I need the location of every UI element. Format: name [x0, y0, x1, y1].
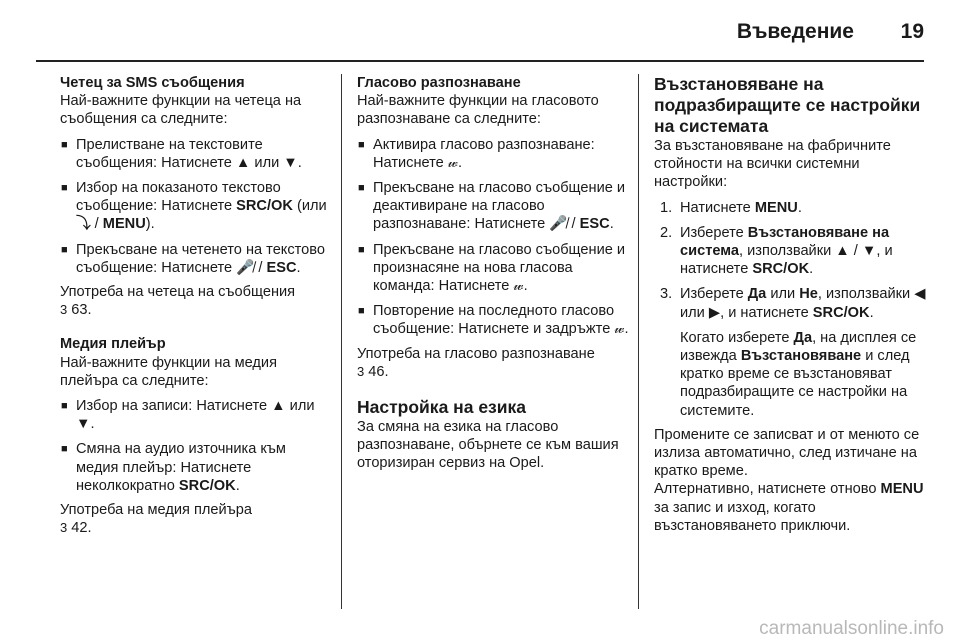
bullet-list: [60, 397, 332, 495]
watermark: carmanualsonline.info: [759, 618, 944, 639]
list-item: ■ Избор на показаното текстово съобщение: Натиснете SRC/OK (или ⤵ / MENU).: [61, 180, 327, 233]
page-title: Въведение: [736, 20, 854, 43]
bullet-icon: ■: [61, 443, 68, 456]
mute-mic-icon: 🎤̸: [236, 259, 255, 276]
return-icon: ⤵: [76, 216, 91, 233]
step-note: Когато изберете Да, на дисплея се извежда Възстановяване и след кратко време се възстановяват подразбиращите се настройки на системите.: [680, 329, 917, 419]
bullet-list: [60, 136, 332, 277]
bullet-icon: ■: [61, 138, 68, 151]
paragraph: Употреба на гласово разпознаване 3 46.: [357, 345, 595, 380]
bullet-icon: ■: [358, 182, 365, 195]
bullet-icon: ■: [61, 400, 68, 413]
list-item: ■ Активира гласово разпознаване: Натиснете 𝓌.: [358, 136, 595, 171]
list-item: ■ Повторение на последното гласово съобщение: Натиснете и задръжте 𝓌.: [358, 303, 629, 338]
bullet-icon: ■: [61, 182, 68, 195]
paragraph: Най-важните функции на четеца на съобщения са следните:: [60, 93, 302, 128]
key-label: Възстановяване на система: [680, 224, 890, 260]
section-heading-language: Настройка на езика: [357, 397, 527, 418]
list-item: ■ Прекъсване на гласово съобщение и деактивиране на гласово разпознаване: Натиснете 🎤̸ / ESC.: [358, 180, 626, 233]
key-label: Възстановяване: [740, 348, 862, 365]
cross-reference: 46.: [364, 363, 389, 380]
key-label: Да: [747, 286, 767, 303]
key-label: ESC: [266, 259, 297, 276]
key-label: ESC: [579, 216, 610, 233]
cross-reference-icon: 3: [60, 520, 68, 536]
paragraph: За възстановяване на фабричните стойности на всички системни настройки:: [654, 138, 891, 191]
bullet-icon: ■: [358, 305, 365, 318]
key-label: SRC/OK: [236, 198, 293, 215]
paragraph: За смяна на езика на гласово разпознаване, обърнете се към вашия оторизиран сервиз на Opel.: [357, 419, 619, 472]
voice-icon: 𝓌: [447, 154, 458, 171]
page-number: 19: [900, 20, 924, 43]
paragraph: Най-важните функции на медия плейъра са следните:: [60, 354, 277, 389]
voice-icon: 𝓌: [614, 321, 625, 338]
bullet-list: [357, 136, 629, 339]
list-item: 1. Натиснете MENU.: [660, 199, 802, 216]
cross-reference: 42.: [67, 520, 92, 537]
column-left: [60, 74, 332, 537]
section-heading-media-player: Медия плейър: [60, 336, 166, 353]
column-divider: [638, 74, 639, 609]
bullet-icon: ■: [61, 243, 68, 256]
cross-reference-icon: 3: [60, 302, 68, 318]
list-item: 3. Изберете Да или Не, използвайки ◀ или ▶, и натиснете SRC/OK. Когато изберете Да, на дисплея се извежда Възстановяване и след кратко време се възстановяват подразбиращите се настройки на системите.: [654, 285, 934, 419]
numbered-list: [654, 199, 934, 420]
paragraph: Употреба на медия плейъра 3 42.: [60, 502, 252, 537]
key-label: SRC/OK: [812, 304, 870, 321]
cross-reference: 63.: [67, 302, 92, 319]
key-label: MENU: [880, 481, 924, 498]
column-divider: [341, 74, 342, 609]
bullet-icon: ■: [358, 243, 365, 256]
column-right: [654, 74, 934, 535]
list-item: ■ Прекъсване на четенето на текстово съобщение: Натиснете 🎤̸ / ESC.: [61, 241, 325, 276]
key-label: Не: [799, 286, 818, 303]
voice-icon: 𝓌: [513, 278, 524, 295]
list-item: ■ Прекъсване на гласово съобщение и произнасяне на нова гласова команда: Натиснете 𝓌.: [358, 241, 626, 295]
key-label: MENU: [754, 199, 798, 216]
paragraph: Употреба на четеца на съобщения 3 63.: [60, 284, 296, 319]
key-label: MENU: [102, 216, 146, 233]
column-middle: [357, 74, 629, 473]
section-heading-voice-recognition: Гласово разпознаване: [357, 75, 521, 91]
header-rule: [36, 60, 924, 62]
list-item: 2. Изберете Възстановяване на система, използвайки ▲ / ▼, и натиснете SRC/OK.: [660, 224, 893, 278]
key-label: SRC/OK: [752, 261, 810, 278]
list-item: ■ Избор на записи: Натиснете ▲ или ▼.: [61, 398, 315, 433]
cross-reference-icon: 3: [357, 363, 365, 379]
page-header: [36, 16, 924, 60]
paragraph: Алтернативно, натиснете отново MENU за запис и изход, когато възстановяването приключи.: [654, 481, 924, 534]
paragraph: Най-важните функции на гласовото разпознаване са следните:: [357, 93, 599, 128]
list-item: ■ Смяна на аудио източника към медия плейър: Натиснете неколкократно SRC/OK.: [61, 441, 286, 494]
section-heading-restore-defaults: Възстановяване на подразбиращите се настройки на системата: [654, 74, 921, 136]
key-label: Да: [793, 329, 813, 346]
key-label: SRC/OK: [178, 477, 236, 494]
mute-mic-icon: 🎤̸: [549, 216, 568, 233]
list-item: ■ Прелистване на текстовите съобщения: Натиснете ▲ или ▼.: [61, 136, 302, 171]
bullet-icon: ■: [358, 138, 365, 151]
section-heading-sms-reader: Четец за SMS съобщения: [60, 75, 245, 91]
paragraph: Промените се записват и от менюто се излиза автоматично, след изтичане на кратко време.: [654, 426, 920, 480]
